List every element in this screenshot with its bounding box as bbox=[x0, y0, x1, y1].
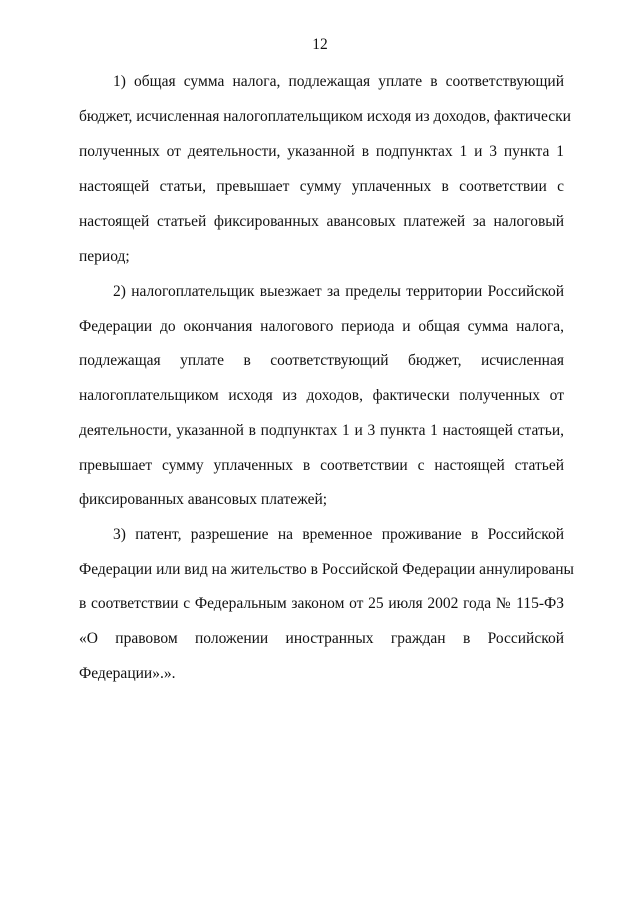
paragraph-1-line-4: настоящей статьи, превышает сумму уплаченных в соответствии с bbox=[79, 178, 564, 195]
paragraph-2-line-1: 2) налогоплательщик выезжает за пределы территории Российской bbox=[113, 283, 564, 300]
paragraph-1-line-6: период; bbox=[79, 248, 130, 265]
paragraph-3-line-5: Федерации».». bbox=[79, 665, 176, 682]
paragraph-2-line-6: превышает сумму уплаченных в соответствии с настоящей статьей bbox=[79, 457, 564, 474]
paragraph-2-line-2: Федерации до окончания налогового периода и общая сумма налога, bbox=[79, 318, 564, 335]
paragraph-3-line-4: «О правовом положении иностранных граждан в Российской bbox=[79, 630, 564, 647]
paragraph-1-line-2: бюджет, исчисленная налогоплательщиком исходя из доходов, фактически bbox=[79, 108, 571, 125]
paragraph-2-line-3: подлежащая уплате в соответствующий бюджет, исчисленная bbox=[79, 352, 564, 369]
paragraph-2-line-7: фиксированных авансовых платежей; bbox=[79, 491, 328, 508]
paragraph-2-line-5: деятельности, указанной в подпунктах 1 и 3 пункта 1 настоящей статьи, bbox=[79, 422, 564, 439]
paragraph-3-line-1: 3) патент, разрешение на временное проживание в Российской bbox=[113, 526, 564, 543]
paragraph-2-line-4: налогоплательщиком исходя из доходов, фактически полученных от bbox=[79, 387, 564, 404]
page-number: 12 bbox=[312, 36, 328, 53]
paragraph-1-line-5: настоящей статьей фиксированных авансовых платежей за налоговый bbox=[79, 213, 564, 230]
paragraph-1-line-3: полученных от деятельности, указанной в подпунктах 1 и 3 пункта 1 bbox=[79, 143, 564, 160]
paragraph-3-line-2: Федерации или вид на жительство в Российской Федерации аннулированы bbox=[79, 561, 574, 578]
paragraph-3-line-3: в соответствии с Федеральным законом от 25 июля 2002 года № 115-ФЗ bbox=[79, 595, 564, 612]
paragraph-1-line-1: 1) общая сумма налога, подлежащая уплате в соответствующий bbox=[113, 73, 564, 90]
